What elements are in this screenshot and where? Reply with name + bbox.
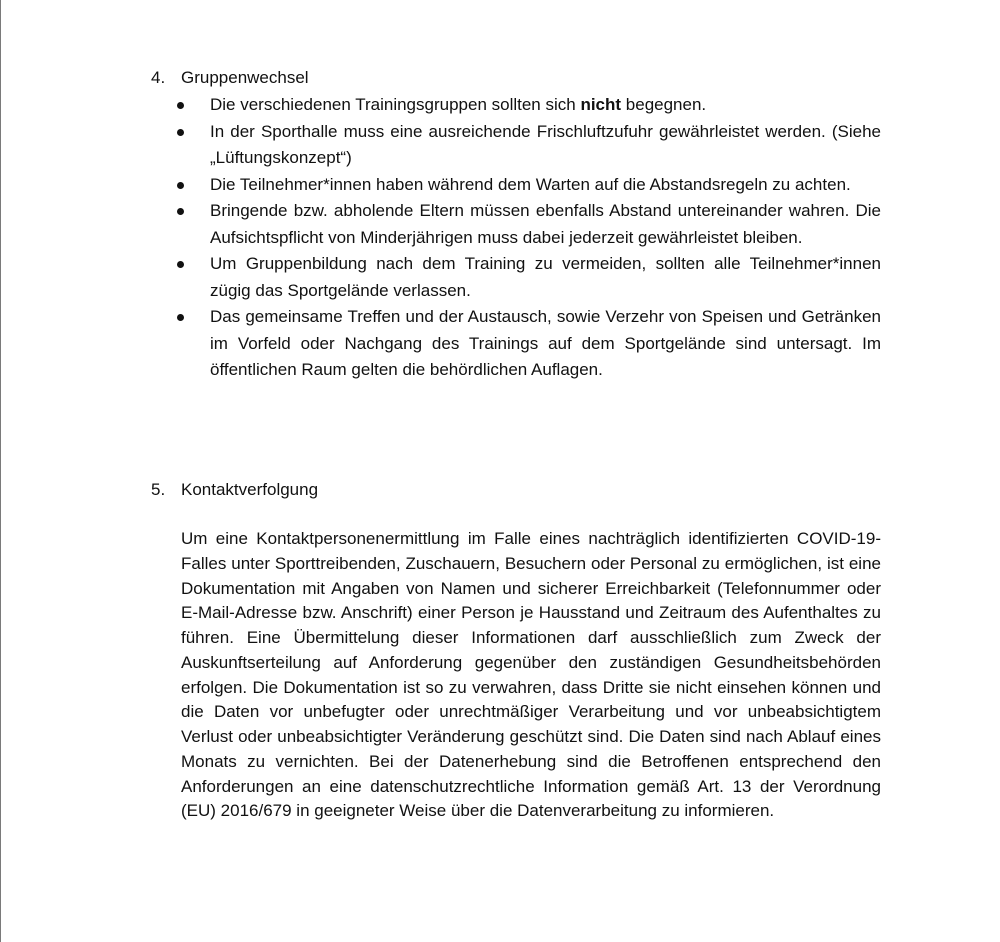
section-5-heading bbox=[151, 477, 318, 503]
section-5-number: 5. bbox=[151, 480, 166, 499]
bullet-4-text: Bringende bzw. abholende Eltern müssen ebenfalls Abstand untereinander wahren. Die Aufsichtspflicht von Minderjährigen muss dabei jederzeit gewährleistet bleiben. bbox=[210, 201, 881, 247]
bullet-dot bbox=[177, 182, 184, 189]
bullet-6-text: Das gemeinsame Treffen und der Austausch, sowie Verzehr von Speisen und Getränken im Vorfeld oder Nachgang des Trainings auf dem Sportgelände sind untersagt. Im öffentlichen Raum gelten die behördlichen Auflagen. bbox=[210, 307, 881, 379]
bullet-dot bbox=[177, 208, 184, 215]
section-4-bullet-list bbox=[181, 92, 881, 384]
bullet-item-1 bbox=[181, 92, 881, 119]
bullet-item-3 bbox=[181, 172, 881, 199]
bullet-item-5 bbox=[181, 251, 881, 304]
bullet-2-text: In der Sporthalle muss eine ausreichende Frischluftzufuhr gewährleistet werden. (Siehe „Lüftungskonzept“) bbox=[210, 121, 881, 167]
bullet-1-text-after: begegnen. bbox=[621, 95, 707, 114]
bullet-dot bbox=[177, 102, 184, 109]
bullet-1-text-before: Die verschiedenen Trainingsgruppen sollten sich bbox=[210, 95, 581, 114]
bullet-item-4 bbox=[181, 198, 881, 251]
bullet-item-2 bbox=[181, 119, 881, 172]
section-4-heading bbox=[151, 65, 309, 91]
bullet-dot bbox=[177, 261, 184, 268]
bullet-1-bold-word: nicht bbox=[580, 95, 622, 114]
section-5-paragraph: Um eine Kontaktpersonenermittlung im Falle eines nachträglich identifizierten COVID-19- Falles unter Sporttreibenden, Zuschauern, Besuchern oder Personal zu ermöglichen, ist eine Dokumentation mit Angaben von Namen und sicherer Erreichbarkeit (Telefonnummer oder E-Mail-Adresse bzw. Anschrift) einer Person je Hausstand und Zeitraum des Aufenthaltes zu führen. Eine Übermittelung dieser Informationen darf ausschließlich zum Zweck der Auskunftserteilung auf Anforderung gegenüber den zuständigen Gesundheitsbehörden erfolgen. Die Dokumentation ist so zu verwahren, dass Dritte sie nicht einsehen können und die Daten vor unbefugter oder unrechtmäßiger Verarbeitung und vor unbeabsichtigtem Verlust oder unbeabsichtigter Veränderung geschützt sind. Die Daten sind nach Ablauf eines Monats zu vernichten. Bei der Datenerhebung sind die Betroffenen entsprechend den Anforderungen an eine datenschutzrechtliche Information gemäß Art. 13 der Verordnung (EU) 2016/679 in geeigneter Weise über die Datenverarbeitung zu informieren. bbox=[181, 529, 881, 821]
bullet-3-text: Die Teilnehmer*innen haben während dem Warten auf die Abstandsregeln zu achten. bbox=[210, 174, 851, 194]
bullet-5-text: Um Gruppenbildung nach dem Training zu vermeiden, sollten alle Teilnehmer*innen zügig das Sportgelände verlassen. bbox=[210, 254, 881, 300]
section-4-title: Gruppenwechsel bbox=[181, 68, 309, 87]
bullet-item-6 bbox=[181, 304, 881, 384]
bullet-dot bbox=[177, 314, 184, 321]
section-4-number: 4. bbox=[151, 68, 166, 87]
section-5-title: Kontaktverfolgung bbox=[181, 480, 319, 499]
bullet-dot bbox=[177, 129, 184, 136]
